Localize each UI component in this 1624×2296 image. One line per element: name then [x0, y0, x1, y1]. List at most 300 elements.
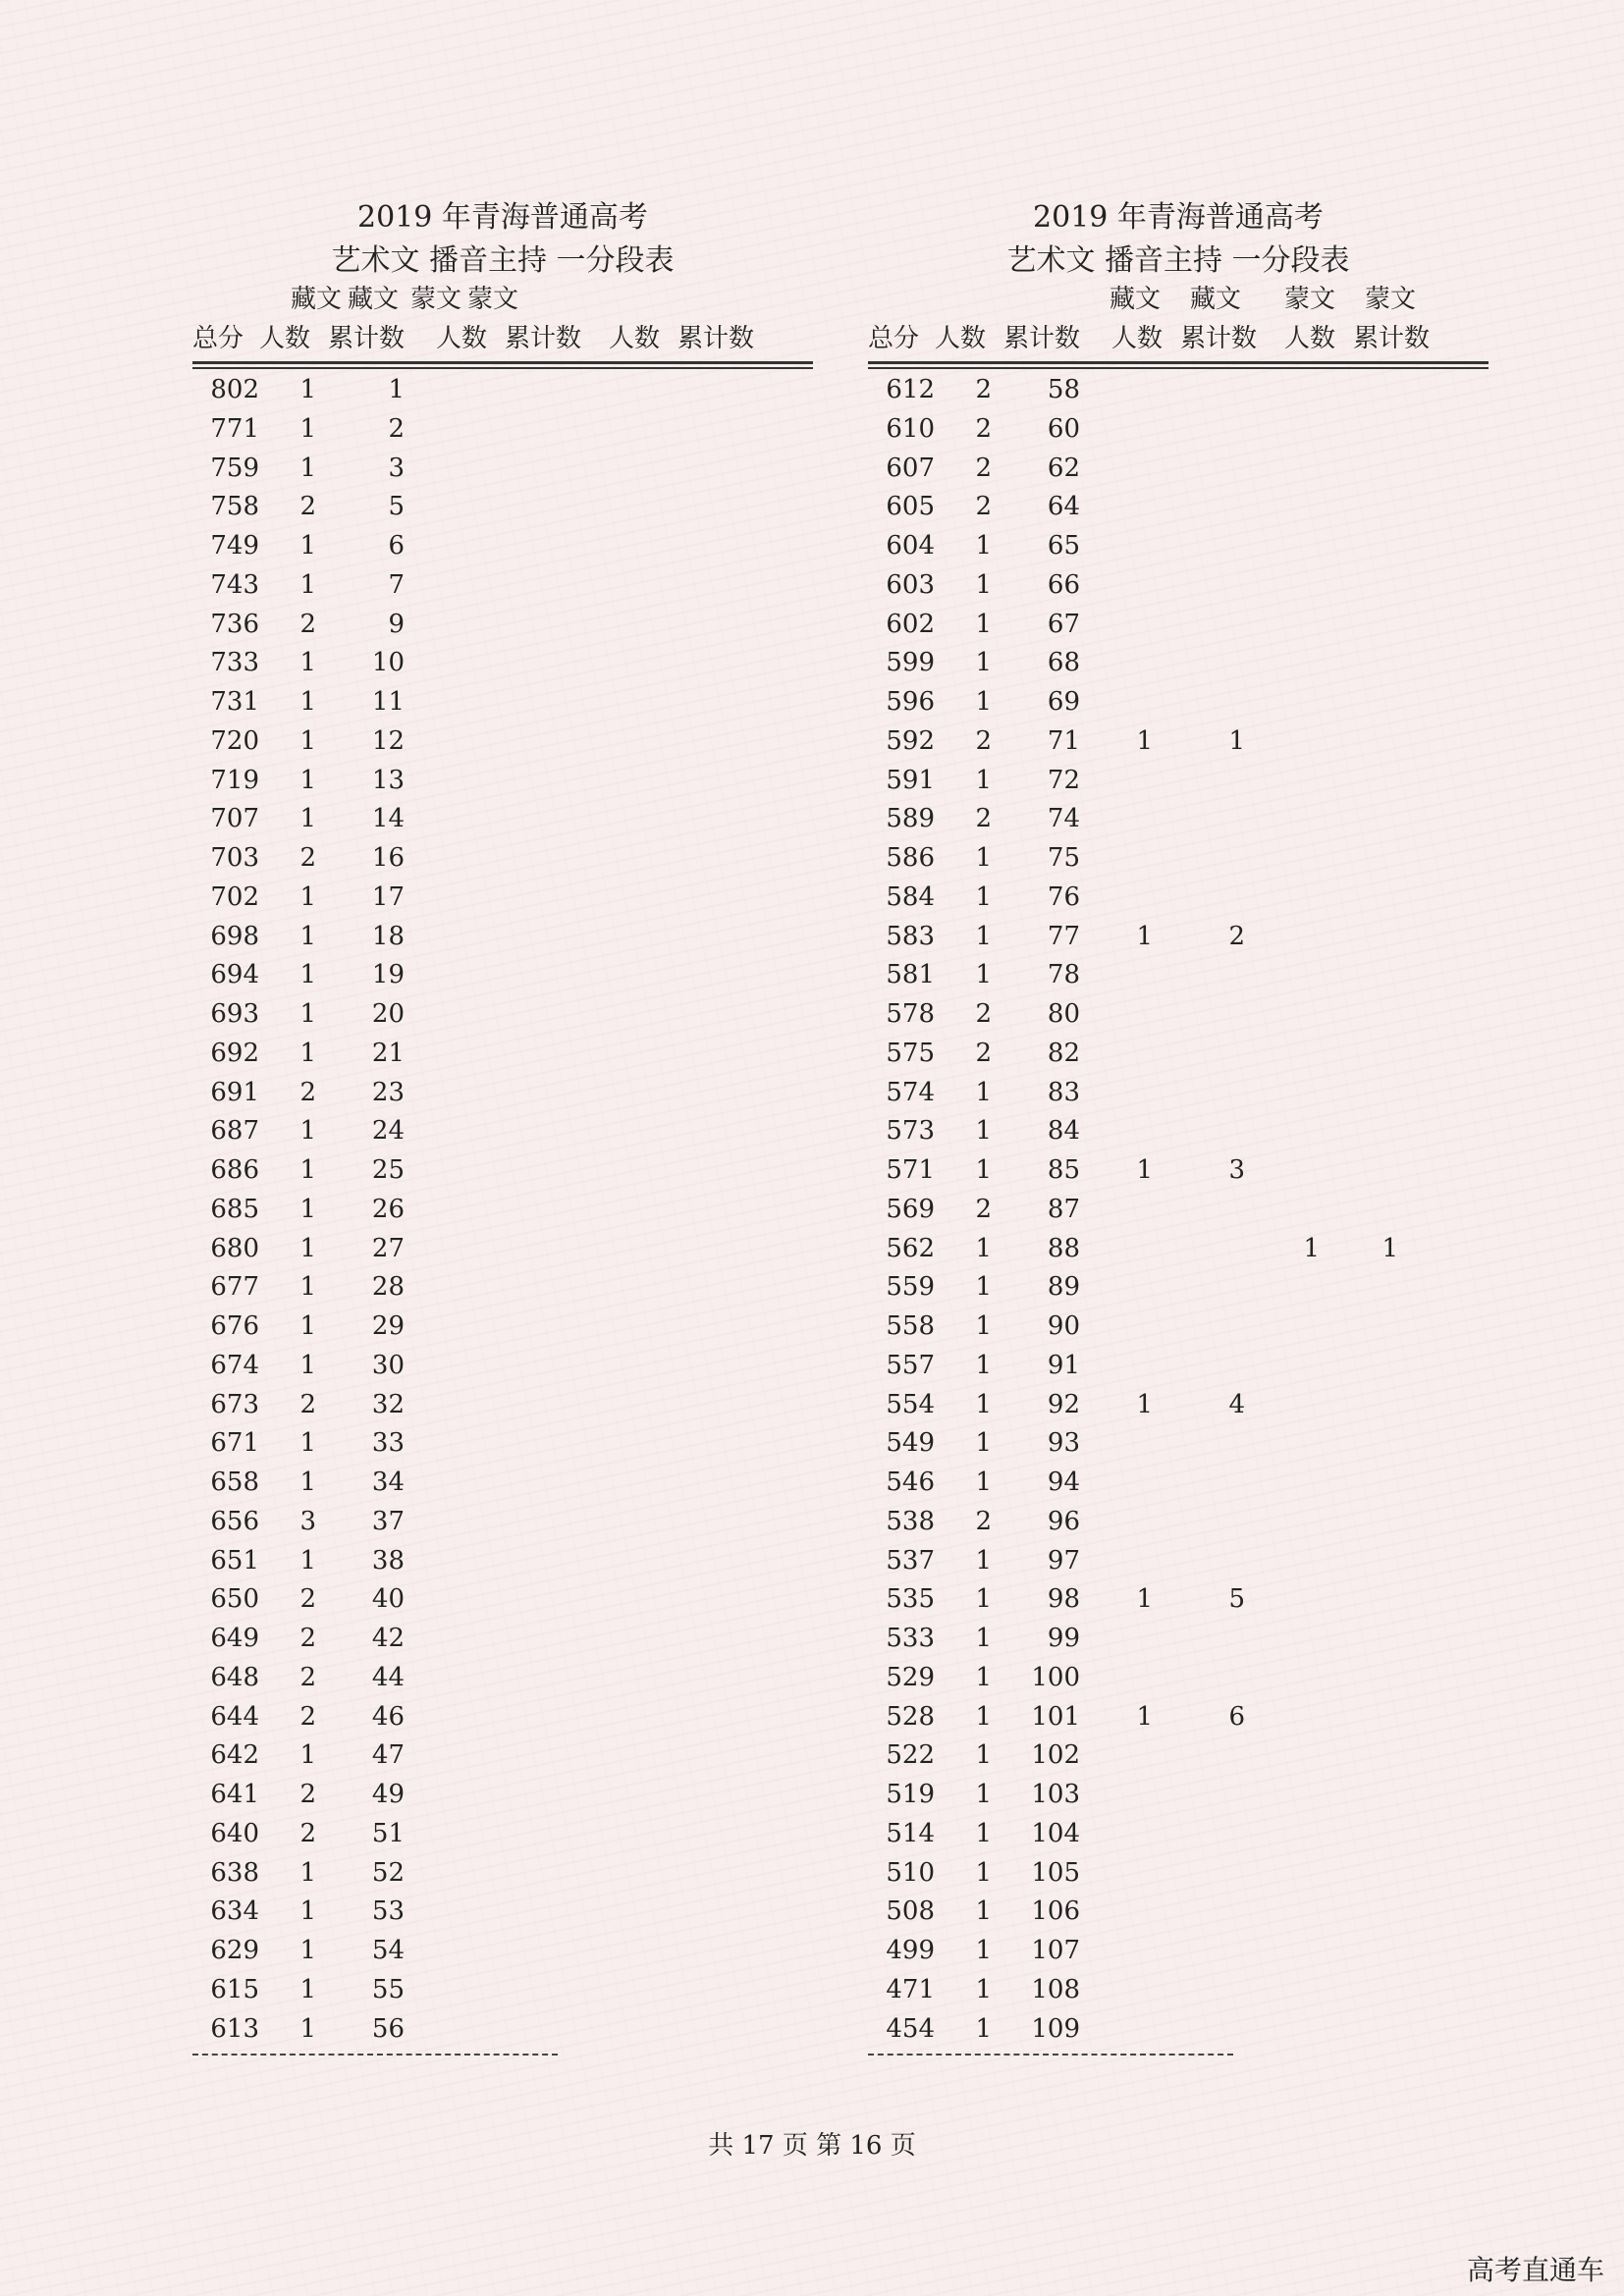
count-cell: 1 — [299, 1233, 316, 1263]
cumulative-cell: 16 — [371, 843, 405, 873]
total-score-cell: 519 — [886, 1780, 935, 1809]
zangwen-count-cell: 1 — [1136, 1155, 1153, 1185]
table-row — [192, 1266, 813, 1306]
table-row — [868, 1813, 1489, 1852]
table-row — [192, 1149, 813, 1189]
total-score-cell: 529 — [886, 1662, 935, 1692]
total-score-cell: 499 — [886, 1936, 935, 1965]
count-cell: 1 — [975, 960, 992, 990]
count-cell: 1 — [299, 569, 316, 600]
total-score-cell: 605 — [886, 492, 935, 522]
title-line-2: 艺术文 播音主持 一分段表 — [1006, 243, 1350, 278]
count-cell: 1 — [975, 569, 992, 600]
header-mengwen-count: 人数 — [1284, 324, 1336, 353]
count-cell: 1 — [975, 1272, 992, 1303]
count-cell: 2 — [299, 1701, 316, 1732]
table-row — [192, 1735, 813, 1774]
table-row — [868, 448, 1489, 487]
table-row — [192, 1033, 813, 1072]
cumulative-cell: 9 — [388, 609, 405, 639]
total-score-cell: 771 — [210, 413, 259, 444]
total-score-cell: 586 — [886, 843, 935, 873]
count-cell: 1 — [299, 1857, 316, 1888]
table-row — [868, 1891, 1489, 1930]
table-row — [192, 1501, 813, 1540]
total-score-cell: 537 — [886, 1545, 935, 1575]
total-score-cell: 698 — [210, 921, 259, 951]
table-row — [192, 1774, 813, 1813]
header-count: 人数 — [935, 324, 987, 353]
table-row — [868, 1422, 1489, 1462]
table-row — [192, 954, 813, 993]
cumulative-cell: 100 — [1031, 1662, 1080, 1692]
header-top-mengwen-count: 蒙文 — [410, 285, 462, 314]
count-cell: 1 — [299, 1740, 316, 1771]
table-row — [192, 760, 813, 799]
cumulative-cell: 3 — [388, 453, 405, 483]
header-count: 人数 — [259, 324, 311, 353]
cumulative-cell: 93 — [1047, 1428, 1080, 1459]
total-score-cell: 546 — [886, 1468, 935, 1497]
table-row — [868, 604, 1489, 643]
total-score-cell: 569 — [886, 1194, 935, 1224]
count-cell: 1 — [975, 1662, 992, 1692]
total-score-cell: 658 — [210, 1468, 259, 1497]
total-score-cell: 602 — [886, 609, 935, 639]
table-row — [868, 1345, 1489, 1384]
count-cell: 1 — [975, 1740, 992, 1771]
table-row — [868, 486, 1489, 525]
zangwen-cumulative-cell: 3 — [1228, 1155, 1245, 1185]
count-cell: 1 — [975, 1350, 992, 1380]
table-row — [192, 1930, 813, 1969]
count-cell: 2 — [299, 492, 316, 522]
table-row — [868, 1072, 1489, 1111]
cumulative-cell: 26 — [371, 1194, 405, 1224]
cumulative-cell: 60 — [1047, 413, 1080, 444]
total-score-cell: 549 — [886, 1428, 935, 1459]
table-row — [192, 1306, 813, 1345]
count-cell: 1 — [975, 1584, 992, 1615]
zangwen-count-cell: 1 — [1136, 1389, 1153, 1419]
table-row — [192, 2008, 813, 2048]
corner-watermark: 高考直通车 — [1466, 2254, 1604, 2286]
total-score-cell: 584 — [886, 881, 935, 912]
count-cell: 1 — [975, 609, 992, 639]
total-score-cell: 743 — [210, 569, 259, 600]
cumulative-cell: 54 — [371, 1936, 405, 1965]
cumulative-cell: 84 — [1047, 1116, 1080, 1147]
total-score-cell: 508 — [886, 1896, 935, 1927]
table-row — [868, 837, 1489, 877]
right-table-panel — [868, 0, 1489, 2296]
table-row — [868, 525, 1489, 564]
table-row — [868, 1149, 1489, 1189]
cumulative-cell: 71 — [1047, 725, 1080, 756]
total-score-cell: 535 — [886, 1584, 935, 1615]
table-row — [192, 525, 813, 564]
count-cell: 1 — [975, 921, 992, 951]
zangwen-cumulative-cell: 6 — [1228, 1701, 1245, 1732]
header-top-zangwen-count: 藏文 — [291, 285, 343, 314]
total-score-cell: 514 — [886, 1818, 935, 1848]
total-score-cell: 692 — [210, 1038, 259, 1068]
title-line-2: 艺术文 播音主持 一分段表 — [331, 243, 675, 278]
table-row — [868, 1501, 1489, 1540]
cumulative-cell: 47 — [371, 1740, 405, 1771]
header-mengwen-cumulative: 累计数 — [1353, 324, 1431, 353]
table-row — [868, 369, 1489, 408]
cumulative-cell: 102 — [1031, 1740, 1080, 1771]
cumulative-cell: 75 — [1047, 843, 1080, 873]
table-row — [868, 1189, 1489, 1228]
count-cell: 1 — [975, 843, 992, 873]
total-score-cell: 613 — [210, 2013, 259, 2044]
mengwen-count-cell: 1 — [1303, 1233, 1320, 1263]
total-score-cell: 610 — [886, 413, 935, 444]
count-cell: 1 — [299, 648, 316, 678]
table-row — [192, 1618, 813, 1657]
total-score-cell: 719 — [210, 765, 259, 795]
cumulative-cell: 34 — [371, 1468, 405, 1497]
table-row — [868, 1930, 1489, 1969]
total-score-cell: 677 — [210, 1272, 259, 1303]
cumulative-cell: 78 — [1047, 960, 1080, 990]
count-cell: 1 — [975, 881, 992, 912]
count-cell: 1 — [299, 804, 316, 834]
table-row — [192, 1657, 813, 1696]
cumulative-cell: 1 — [388, 375, 405, 404]
cumulative-cell: 62 — [1047, 453, 1080, 483]
cumulative-cell: 38 — [371, 1545, 405, 1575]
count-cell: 1 — [975, 1780, 992, 1809]
cumulative-cell: 37 — [371, 1506, 405, 1536]
table-row — [192, 1422, 813, 1462]
count-cell: 2 — [299, 609, 316, 639]
count-cell: 1 — [299, 531, 316, 561]
header-mengwen-cumulative: 累计数 — [677, 324, 755, 353]
total-score-cell: 583 — [886, 921, 935, 951]
table-row — [868, 2008, 1489, 2048]
table-row — [868, 760, 1489, 799]
total-score-cell: 573 — [886, 1116, 935, 1147]
total-score-cell: 510 — [886, 1857, 935, 1888]
total-score-cell: 615 — [210, 1974, 259, 2004]
table-row — [868, 1462, 1489, 1501]
total-score-cell: 571 — [886, 1155, 935, 1185]
total-score-cell: 702 — [210, 881, 259, 912]
total-score-cell: 671 — [210, 1428, 259, 1459]
total-score-cell: 703 — [210, 843, 259, 873]
total-score-cell: 558 — [886, 1311, 935, 1341]
count-cell: 1 — [299, 1545, 316, 1575]
page-footer: 共 17 页 第 16 页 — [708, 2131, 916, 2161]
table-row — [868, 1696, 1489, 1735]
cumulative-cell: 80 — [1047, 999, 1080, 1029]
total-score-cell: 640 — [210, 1818, 259, 1848]
header-cumulative: 累计数 — [1003, 324, 1081, 353]
count-cell: 1 — [299, 1272, 316, 1303]
cumulative-cell: 14 — [371, 804, 405, 834]
title-line-1: 2019 年青海普通高考 — [1033, 200, 1324, 235]
total-score-cell: 578 — [886, 999, 935, 1029]
end-dashed-line — [868, 2054, 1233, 2056]
count-cell: 1 — [299, 687, 316, 717]
total-score-cell: 528 — [886, 1701, 935, 1732]
count-cell: 1 — [975, 1233, 992, 1263]
count-cell: 1 — [975, 1624, 992, 1653]
header-cumulative: 累计数 — [328, 324, 406, 353]
cumulative-cell: 23 — [371, 1077, 405, 1107]
count-cell: 1 — [299, 960, 316, 990]
table-row — [868, 1578, 1489, 1618]
table-row — [192, 564, 813, 604]
cumulative-cell: 12 — [371, 725, 405, 756]
cumulative-cell: 10 — [371, 648, 405, 678]
total-score-cell: 736 — [210, 609, 259, 639]
table-row — [868, 1384, 1489, 1423]
table-row — [192, 642, 813, 681]
table-row — [192, 837, 813, 877]
cumulative-cell: 11 — [371, 687, 405, 717]
total-score-cell: 638 — [210, 1857, 259, 1888]
count-cell: 1 — [975, 1896, 992, 1927]
table-row — [868, 642, 1489, 681]
count-cell: 1 — [975, 687, 992, 717]
table-row — [868, 1306, 1489, 1345]
table-row — [192, 1072, 813, 1111]
count-cell: 1 — [299, 1936, 316, 1965]
count-cell: 1 — [299, 1194, 316, 1224]
total-score-cell: 612 — [886, 375, 935, 404]
cumulative-cell: 89 — [1047, 1272, 1080, 1303]
table-row — [192, 1813, 813, 1852]
total-score-cell: 557 — [886, 1350, 935, 1380]
total-score-cell: 731 — [210, 687, 259, 717]
total-score-cell: 522 — [886, 1740, 935, 1771]
total-score-cell: 607 — [886, 453, 935, 483]
count-cell: 1 — [975, 765, 992, 795]
cumulative-cell: 94 — [1047, 1468, 1080, 1497]
count-cell: 2 — [975, 999, 992, 1029]
cumulative-cell: 52 — [371, 1857, 405, 1888]
total-score-cell: 649 — [210, 1624, 259, 1653]
cumulative-cell: 13 — [371, 765, 405, 795]
count-cell: 2 — [299, 843, 316, 873]
count-cell: 1 — [975, 1116, 992, 1147]
cumulative-cell: 29 — [371, 1311, 405, 1341]
table-row — [868, 1774, 1489, 1813]
cumulative-cell: 27 — [371, 1233, 405, 1263]
header-top-mengwen-count: 蒙文 — [1284, 285, 1336, 314]
table-row — [868, 1852, 1489, 1892]
total-score-cell: 603 — [886, 569, 935, 600]
total-score-cell: 733 — [210, 648, 259, 678]
cumulative-cell: 92 — [1047, 1389, 1080, 1419]
count-cell: 1 — [299, 1116, 316, 1147]
header-top-zangwen-cum: 藏文 — [1190, 285, 1242, 314]
total-score-cell: 581 — [886, 960, 935, 990]
count-cell: 1 — [299, 1896, 316, 1927]
count-cell: 1 — [975, 1468, 992, 1497]
zangwen-count-cell: 1 — [1136, 725, 1153, 756]
cumulative-cell: 49 — [371, 1780, 405, 1809]
table-row — [868, 954, 1489, 993]
header-rule-thick — [192, 361, 813, 364]
end-dashed-line — [192, 2054, 558, 2056]
total-score-cell: 644 — [210, 1701, 259, 1732]
count-cell: 2 — [299, 1077, 316, 1107]
total-score-cell: 693 — [210, 999, 259, 1029]
header-zangwen-count: 人数 — [1111, 324, 1164, 353]
count-cell: 1 — [299, 1468, 316, 1497]
total-score-cell: 802 — [210, 375, 259, 404]
table-row — [868, 1618, 1489, 1657]
count-cell: 2 — [975, 725, 992, 756]
cumulative-cell: 55 — [371, 1974, 405, 2004]
total-score-cell: 685 — [210, 1194, 259, 1224]
header-zangwen-cumulative: 累计数 — [1180, 324, 1258, 353]
header-rule-thick — [868, 361, 1489, 364]
header-zangwen-count: 人数 — [436, 324, 488, 353]
cumulative-cell: 44 — [371, 1662, 405, 1692]
cumulative-cell: 40 — [371, 1584, 405, 1615]
cumulative-cell: 5 — [388, 492, 405, 522]
cumulative-cell: 99 — [1047, 1624, 1080, 1653]
count-cell: 1 — [975, 1077, 992, 1107]
zangwen-cumulative-cell: 5 — [1228, 1584, 1245, 1615]
count-cell: 2 — [299, 1584, 316, 1615]
cumulative-cell: 77 — [1047, 921, 1080, 951]
cumulative-cell: 74 — [1047, 804, 1080, 834]
total-score-cell: 575 — [886, 1038, 935, 1068]
total-score-cell: 686 — [210, 1155, 259, 1185]
count-cell: 1 — [299, 413, 316, 444]
count-cell: 1 — [975, 1389, 992, 1419]
table-row — [192, 408, 813, 448]
cumulative-cell: 96 — [1047, 1506, 1080, 1536]
cumulative-cell: 53 — [371, 1896, 405, 1927]
total-score-cell: 471 — [886, 1974, 935, 2004]
cumulative-cell: 6 — [388, 531, 405, 561]
cumulative-cell: 91 — [1047, 1350, 1080, 1380]
cumulative-cell: 66 — [1047, 569, 1080, 600]
cumulative-cell: 56 — [371, 2013, 405, 2044]
score-rows — [192, 369, 813, 2047]
total-score-cell: 592 — [886, 725, 935, 756]
table-row — [192, 1696, 813, 1735]
table-row — [192, 681, 813, 721]
cumulative-cell: 85 — [1047, 1155, 1080, 1185]
count-cell: 1 — [299, 1311, 316, 1341]
total-score-cell: 656 — [210, 1506, 259, 1536]
cumulative-cell: 104 — [1031, 1818, 1080, 1848]
header-top-mengwen-cum: 蒙文 — [1365, 285, 1417, 314]
count-cell: 1 — [975, 1155, 992, 1185]
cumulative-cell: 32 — [371, 1389, 405, 1419]
cumulative-cell: 42 — [371, 1624, 405, 1653]
total-score-cell: 454 — [886, 2013, 935, 2044]
total-score-cell: 720 — [210, 725, 259, 756]
left-table-panel — [192, 0, 813, 2296]
count-cell: 1 — [299, 881, 316, 912]
count-cell: 1 — [975, 1974, 992, 2004]
cumulative-cell: 108 — [1031, 1974, 1080, 2004]
count-cell: 1 — [299, 921, 316, 951]
total-score-cell: 650 — [210, 1584, 259, 1615]
cumulative-cell: 46 — [371, 1701, 405, 1732]
count-cell: 1 — [975, 1311, 992, 1341]
count-cell: 2 — [299, 1662, 316, 1692]
table-row — [192, 604, 813, 643]
count-cell: 3 — [299, 1506, 316, 1536]
header-top-zangwen-count: 藏文 — [1110, 285, 1162, 314]
count-cell: 1 — [299, 375, 316, 404]
total-score-cell: 687 — [210, 1116, 259, 1147]
cumulative-cell: 51 — [371, 1818, 405, 1848]
zangwen-cumulative-cell: 1 — [1228, 725, 1245, 756]
cumulative-cell: 72 — [1047, 765, 1080, 795]
table-row — [192, 1384, 813, 1423]
cumulative-cell: 67 — [1047, 609, 1080, 639]
count-cell: 2 — [975, 453, 992, 483]
count-cell: 2 — [975, 375, 992, 404]
zangwen-count-cell: 1 — [1136, 1584, 1153, 1615]
count-cell: 1 — [299, 1155, 316, 1185]
table-row — [192, 877, 813, 916]
table-row — [868, 408, 1489, 448]
header-zangwen-cumulative: 累计数 — [505, 324, 582, 353]
header-top-zangwen-cum: 藏文 — [348, 285, 400, 314]
count-cell: 2 — [975, 1506, 992, 1536]
cumulative-cell: 82 — [1047, 1038, 1080, 1068]
total-score-cell: 673 — [210, 1389, 259, 1419]
cumulative-cell: 17 — [371, 881, 405, 912]
table-row — [192, 1540, 813, 1579]
table-row — [192, 1578, 813, 1618]
total-score-cell: 674 — [210, 1350, 259, 1380]
count-cell: 1 — [975, 1545, 992, 1575]
cumulative-cell: 20 — [371, 999, 405, 1029]
count-cell: 1 — [299, 453, 316, 483]
count-cell: 2 — [975, 413, 992, 444]
total-score-cell: 562 — [886, 1233, 935, 1263]
total-score-cell: 599 — [886, 648, 935, 678]
total-score-cell: 680 — [210, 1233, 259, 1263]
total-score-cell: 691 — [210, 1077, 259, 1107]
table-row — [192, 1969, 813, 2008]
total-score-cell: 591 — [886, 765, 935, 795]
cumulative-cell: 28 — [371, 1272, 405, 1303]
table-row — [192, 1110, 813, 1149]
count-cell: 1 — [975, 1701, 992, 1732]
count-cell: 1 — [299, 1974, 316, 2004]
total-score-cell: 759 — [210, 453, 259, 483]
count-cell: 1 — [299, 2013, 316, 2044]
total-score-cell: 559 — [886, 1272, 935, 1303]
table-row — [868, 1735, 1489, 1774]
cumulative-cell: 30 — [371, 1350, 405, 1380]
total-score-cell: 596 — [886, 687, 935, 717]
total-score-cell: 533 — [886, 1624, 935, 1653]
table-row — [192, 1891, 813, 1930]
header-total-score: 总分 — [868, 324, 920, 353]
count-cell: 2 — [975, 1194, 992, 1224]
table-row — [192, 721, 813, 760]
table-row — [868, 1110, 1489, 1149]
count-cell: 1 — [975, 1936, 992, 1965]
count-cell: 1 — [975, 1818, 992, 1848]
